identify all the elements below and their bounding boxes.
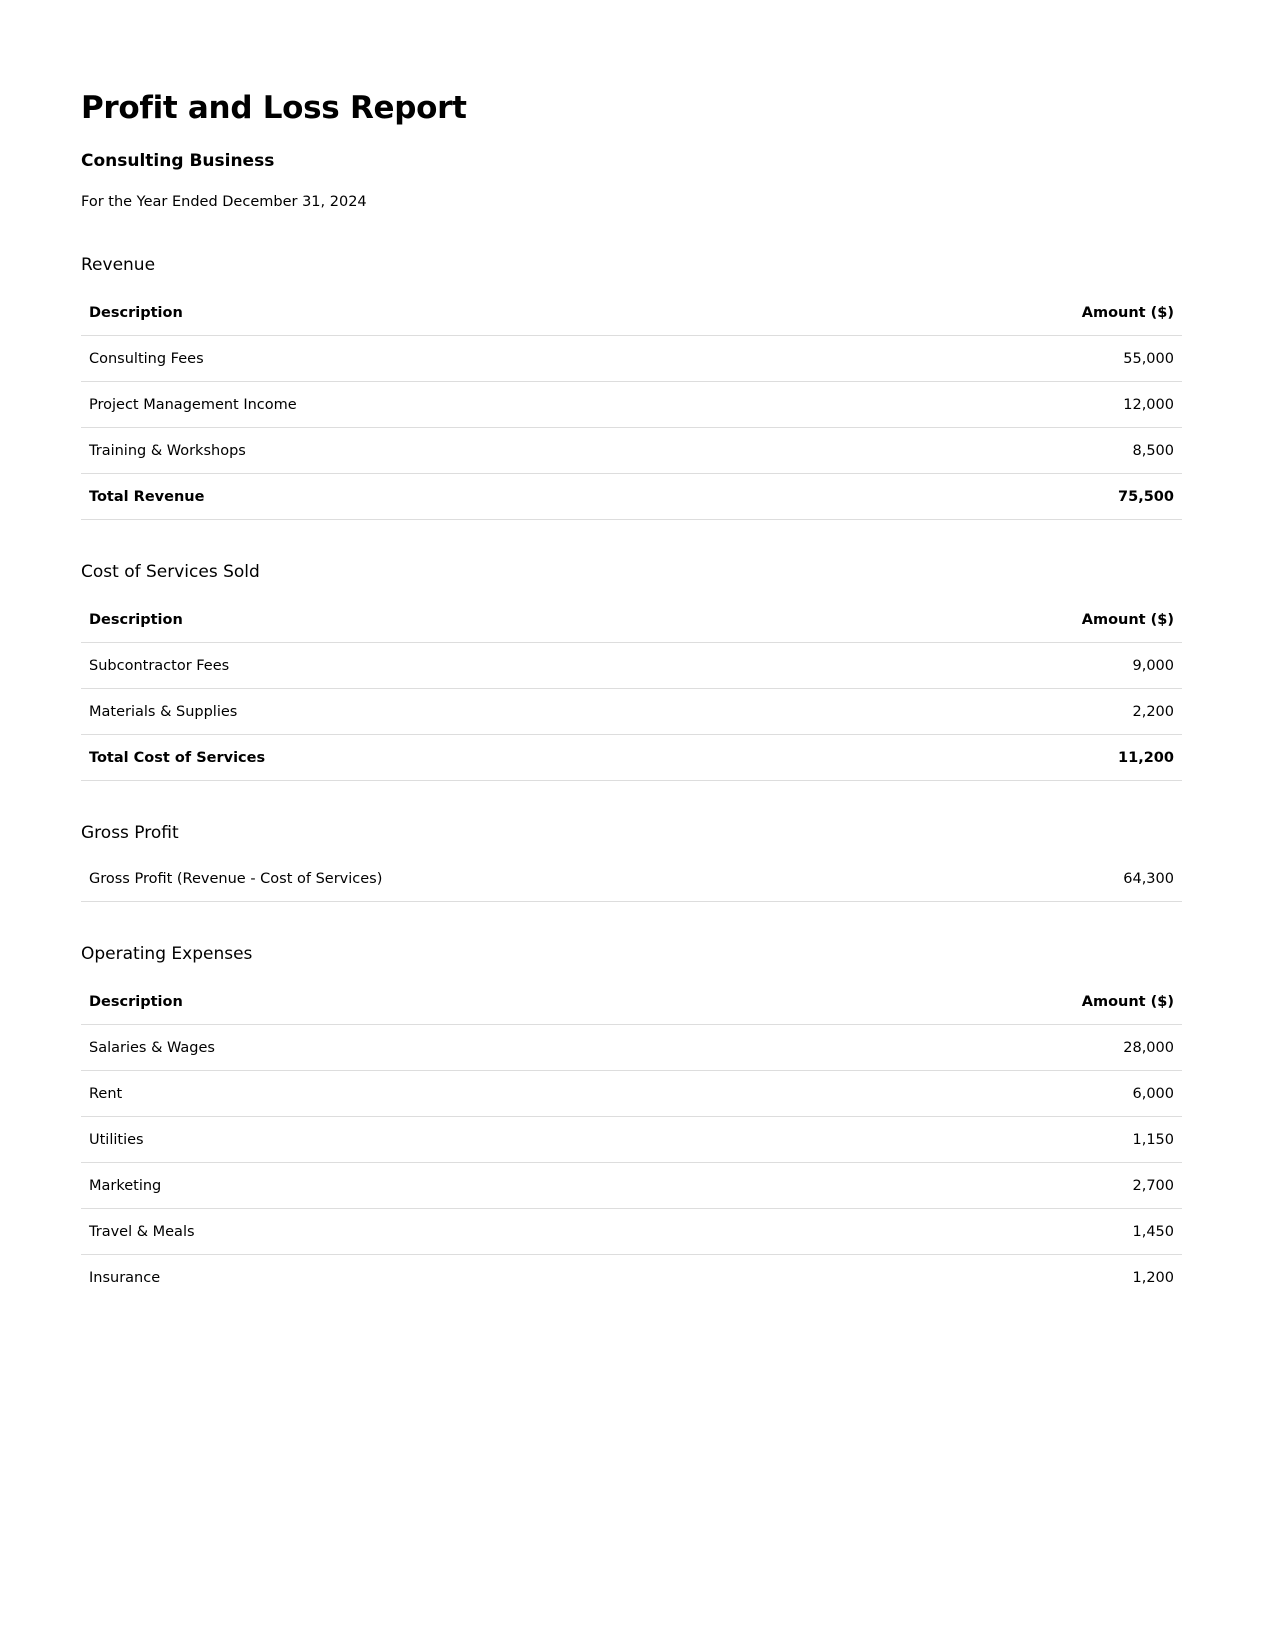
row-description: Gross Profit (Revenue - Cost of Services): [81, 856, 987, 902]
row-amount: 1,200: [1132, 1269, 1174, 1286]
row-description: Salaries & Wages: [81, 1025, 706, 1071]
table-row: [81, 1163, 1182, 1209]
row-description: Consulting Fees: [81, 336, 823, 382]
table-row: [81, 1209, 1182, 1255]
gross-profit-table: [81, 856, 1182, 902]
revenue-table: [81, 290, 1182, 520]
row-description: Travel & Meals: [81, 1209, 706, 1255]
total-row: [81, 735, 1182, 781]
table-row: [81, 428, 1182, 474]
row-description: Project Management Income: [81, 382, 823, 428]
table-row: [81, 856, 1182, 902]
row-description: Materials & Supplies: [81, 689, 785, 735]
column-header-amount: Amount ($): [785, 597, 1182, 643]
row-description: Subcontractor Fees: [81, 643, 785, 689]
operating-expenses-section: [81, 942, 1182, 1300]
total-row: [81, 474, 1182, 520]
table-row: [81, 1025, 1182, 1071]
page-title: Profit and Loss Report: [81, 90, 467, 126]
column-header-description: Description: [81, 290, 823, 336]
operating-expenses-table: [81, 979, 1182, 1300]
total-label: Total Revenue: [81, 474, 823, 520]
column-header-amount: Amount ($): [706, 979, 1182, 1025]
row-amount: 2,200: [785, 689, 1182, 735]
table-header-row: [81, 290, 1182, 336]
cost-of-services-table: [81, 597, 1182, 781]
column-header-amount: Amount ($): [823, 290, 1182, 336]
total-amount: 11,200: [785, 735, 1182, 781]
table-row: [81, 336, 1182, 382]
row-description: Insurance: [89, 1269, 161, 1286]
business-name: Consulting Business: [81, 151, 275, 171]
table-row: [81, 689, 1182, 735]
table-header-row: [81, 979, 1182, 1025]
row-description: Rent: [81, 1071, 706, 1117]
cost-of-services-section: [81, 560, 1182, 781]
operating-expenses-heading: Operating Expenses: [81, 944, 253, 964]
row-description: Utilities: [81, 1117, 706, 1163]
row-amount: 28,000: [706, 1025, 1182, 1071]
cost-of-services-heading: Cost of Services Sold: [81, 562, 260, 582]
table-row: [81, 1071, 1182, 1117]
row-description: Training & Workshops: [81, 428, 823, 474]
row-amount: 1,150: [706, 1117, 1182, 1163]
revenue-section: [81, 253, 1182, 520]
gross-profit-section: [81, 821, 1182, 902]
table-header-row: [81, 597, 1182, 643]
row-amount: 12,000: [823, 382, 1182, 428]
row-amount: 55,000: [823, 336, 1182, 382]
table-row: [81, 382, 1182, 428]
total-label: Total Cost of Services: [81, 735, 785, 781]
row-amount: 1,450: [706, 1209, 1182, 1255]
column-header-description: Description: [81, 597, 785, 643]
report-period: For the Year Ended December 31, 2024: [81, 194, 367, 210]
gross-profit-heading: Gross Profit: [81, 823, 179, 843]
total-amount: 75,500: [823, 474, 1182, 520]
row-amount: 9,000: [785, 643, 1182, 689]
row-amount: 2,700: [706, 1163, 1182, 1209]
row-description: Marketing: [81, 1163, 706, 1209]
row-amount: 64,300: [987, 856, 1182, 902]
row-amount: 6,000: [706, 1071, 1182, 1117]
revenue-heading: Revenue: [81, 255, 156, 275]
table-row: [81, 643, 1182, 689]
table-row: [81, 1255, 1182, 1301]
row-amount: 8,500: [823, 428, 1182, 474]
table-row: [81, 1117, 1182, 1163]
column-header-description: Description: [81, 979, 706, 1025]
